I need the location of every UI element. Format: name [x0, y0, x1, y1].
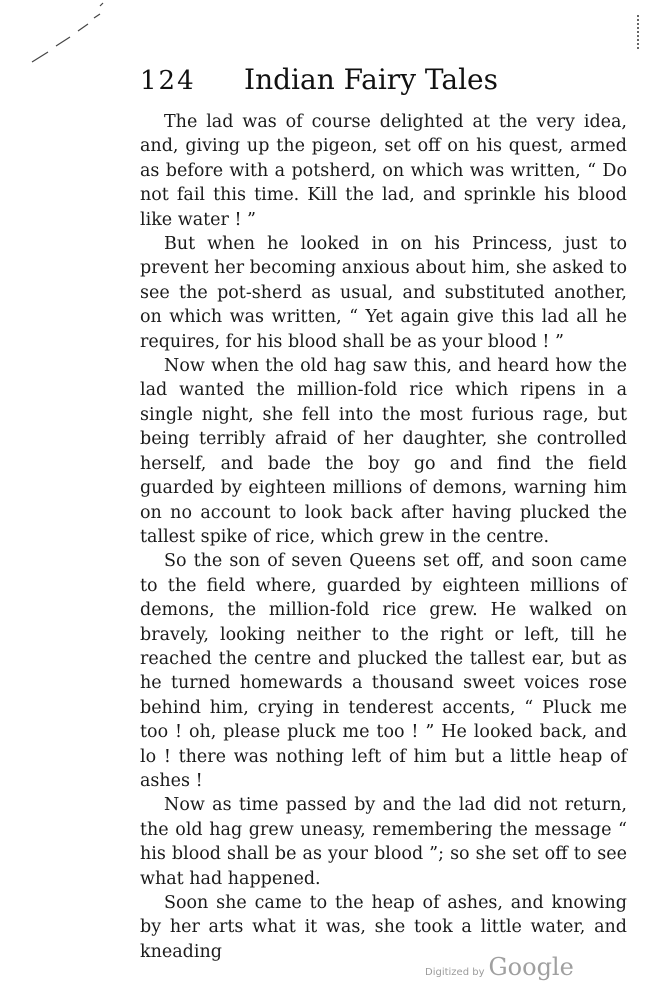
paragraph: Now when the old hag saw this, and heard how the lad wanted the million-fold rice which ripens in a single night, she fell into the most furious rage, but being terribly afraid of her daughter, she controlled herself, and bade the boy go and find the field guarded by eighteen millions of demons, warning him on no account to look back after having plucked the tallest spike of rice, which grew in the centre.: [140, 356, 627, 547]
body-text: [140, 110, 627, 964]
paragraph: Soon she came to the heap of ashes, and knowing by her arts what it was, she took a little water, and kneading: [140, 893, 627, 962]
page-number: 124: [140, 66, 196, 96]
watermark-prefix: Digitized by: [425, 967, 485, 978]
google-logo: Google: [488, 953, 574, 981]
scan-edge-marks: [634, 15, 639, 49]
paragraph: Now as time passed by and the lad did not return, the old hag grew uneasy, remembering the message “ his blood shall be as your blood ”; so she set off to see what had happened.: [140, 795, 627, 889]
paragraph: But when he looked in on his Princess, just to prevent her becoming anxious about him, she asked to see the pot-sherd as usual, and substituted another, on which was written, “ Yet again give this lad all he requires, for his blood shall be as your blood ! ”: [140, 234, 627, 352]
scan-pencil-marks: [30, 0, 120, 70]
page-header: [140, 63, 498, 103]
google-watermark: [425, 953, 574, 987]
running-title: Indian Fairy Tales: [244, 63, 498, 96]
paragraph: The lad was of course delighted at the very idea, and, giving up the pigeon, set off on his quest, armed as before with a potsherd, on which was written, “ Do not fail this time. Kill the lad, and sprinkle his blood like water ! ”: [140, 112, 627, 230]
paragraph: So the son of seven Queens set off, and soon came to the field where, guarded by eighteen millions of demons, the million-fold rice grew. He walked on bravely, looking neither to the right or left, till he reached the centre and plucked the tallest ear, but as he turned homewards a thousand sweet voices rose behind him, crying in tenderest accents, “ Pluck me too ! oh, please pluck me too ! ” He looked back, and lo ! there was nothing left of him but a little heap of ashes !: [140, 551, 627, 791]
